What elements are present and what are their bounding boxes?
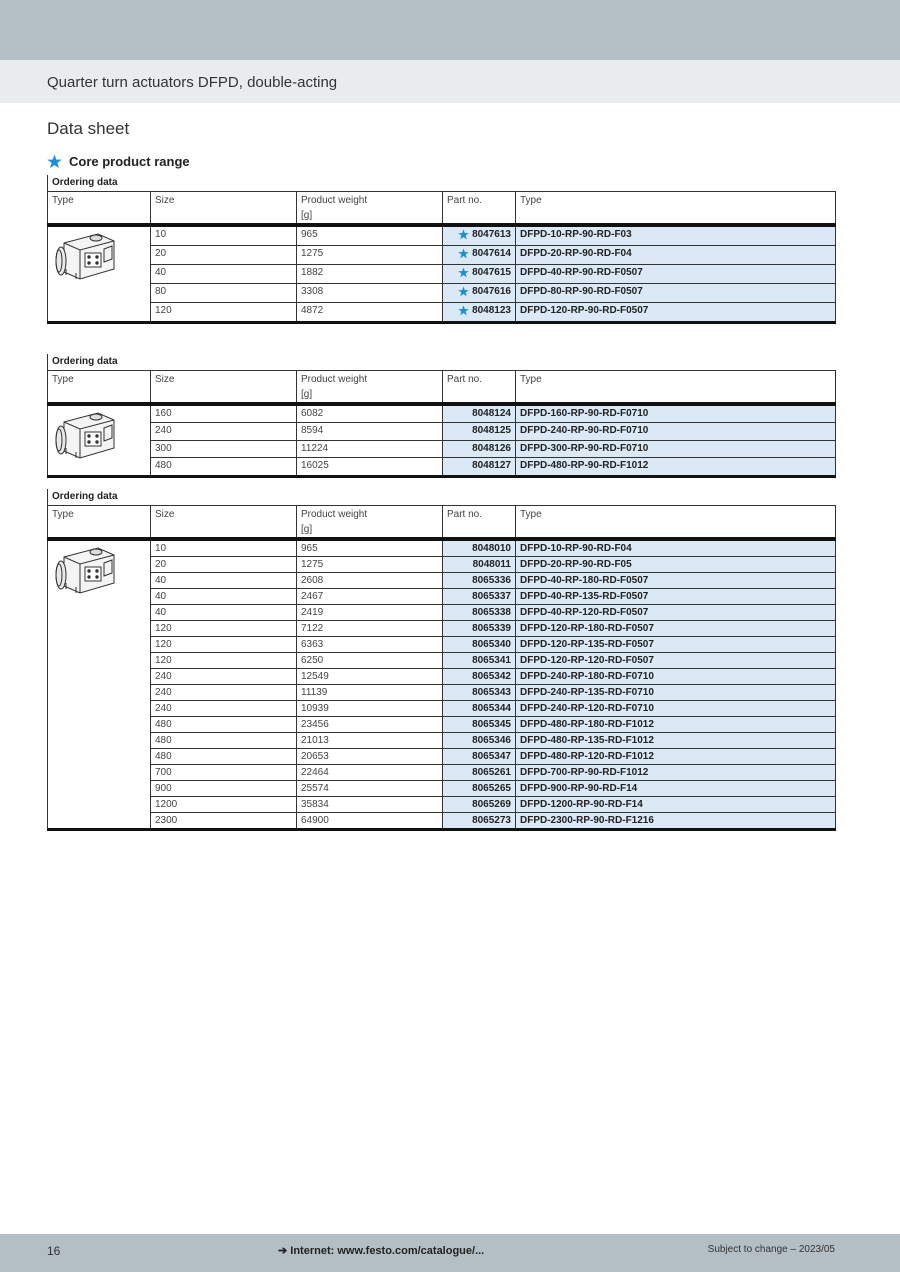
type-code-cell: DFPD-700-RP-90-RD-F1012 <box>516 764 836 780</box>
table-row <box>48 457 836 476</box>
part-number-cell <box>443 684 516 700</box>
part-number: 8065340 <box>472 638 511 650</box>
part-number-cell <box>443 796 516 812</box>
size-cell: 480 <box>151 732 297 748</box>
size-cell: 240 <box>151 700 297 716</box>
part-number: 8065273 <box>472 814 511 826</box>
weight-unit: [g] <box>301 523 313 535</box>
part-number: 8065343 <box>472 686 511 698</box>
part-number-cell <box>443 668 516 684</box>
part-number: 8047614 <box>472 247 511 259</box>
star-icon <box>458 305 469 316</box>
part-number: 8048124 <box>472 407 511 419</box>
weight-cell: 965 <box>297 225 443 246</box>
size-cell: 120 <box>151 620 297 636</box>
part-number-cell <box>443 556 516 572</box>
weight-cell: 2467 <box>297 588 443 604</box>
table-row <box>48 652 836 668</box>
weight-label: Product weight <box>301 508 368 520</box>
part-number-cell <box>443 748 516 764</box>
part-number-cell <box>443 225 516 246</box>
type-code-cell: DFPD-300-RP-90-RD-F0710 <box>516 440 836 457</box>
product-image-cell <box>48 225 151 323</box>
col-header-type: Type <box>48 370 151 404</box>
part-number-cell <box>443 732 516 748</box>
part-number: 8065269 <box>472 798 511 810</box>
ordering-table-3 <box>47 489 836 831</box>
weight-cell: 8594 <box>297 423 443 440</box>
table-row <box>48 572 836 588</box>
page-number: 16 <box>47 1244 61 1258</box>
page-header-title: Quarter turn actuators DFPD, double-acting <box>47 74 338 91</box>
type-code-cell: DFPD-480-RP-120-RD-F1012 <box>516 748 836 764</box>
weight-unit: [g] <box>301 209 313 221</box>
part-number-cell <box>443 440 516 457</box>
type-code-cell: DFPD-1200-RP-90-RD-F14 <box>516 796 836 812</box>
top-band <box>0 0 900 60</box>
type-code-cell: DFPD-240-RP-90-RD-F0710 <box>516 423 836 440</box>
part-number: 8048011 <box>472 558 511 570</box>
col-header-weight <box>297 370 443 404</box>
table-row <box>48 684 836 700</box>
ordering-table-core <box>47 175 836 324</box>
part-number: 8065342 <box>472 670 511 682</box>
weight-cell: 6082 <box>297 404 443 423</box>
weight-cell: 1275 <box>297 556 443 572</box>
part-number: 8048127 <box>472 459 511 471</box>
part-number-cell <box>443 245 516 264</box>
size-cell: 120 <box>151 652 297 668</box>
size-cell: 480 <box>151 748 297 764</box>
part-number-cell <box>443 588 516 604</box>
part-number-cell <box>443 404 516 423</box>
size-cell: 20 <box>151 556 297 572</box>
weight-unit: [g] <box>301 388 313 400</box>
part-number: 8065265 <box>472 782 511 794</box>
part-number: 8048125 <box>472 425 511 437</box>
table-row <box>48 283 836 302</box>
part-number: 8065338 <box>472 606 511 618</box>
part-number: 8048010 <box>472 542 511 554</box>
actuator-image <box>52 543 118 603</box>
core-range-label: Core product range <box>69 153 190 169</box>
table-row <box>48 604 836 620</box>
weight-cell: 10939 <box>297 700 443 716</box>
size-cell: 300 <box>151 440 297 457</box>
product-image-cell <box>48 404 151 477</box>
size-cell: 10 <box>151 225 297 246</box>
size-cell: 80 <box>151 283 297 302</box>
weight-cell: 11224 <box>297 440 443 457</box>
star-icon <box>458 229 469 240</box>
type-code-cell: DFPD-40-RP-180-RD-F0507 <box>516 572 836 588</box>
weight-cell: 22464 <box>297 764 443 780</box>
type-code-cell: DFPD-10-RP-90-RD-F03 <box>516 225 836 246</box>
size-cell: 20 <box>151 245 297 264</box>
type-code-cell: DFPD-40-RP-120-RD-F0507 <box>516 604 836 620</box>
type-code-cell: DFPD-240-RP-135-RD-F0710 <box>516 684 836 700</box>
weight-cell: 16025 <box>297 457 443 476</box>
table-row <box>48 812 836 829</box>
table-row <box>48 245 836 264</box>
table-row <box>48 404 836 423</box>
part-number: 8065261 <box>472 766 511 778</box>
col-header-size: Size <box>151 191 297 225</box>
part-number: 8047616 <box>472 285 511 297</box>
col-header-part: Part no. <box>443 370 516 404</box>
size-cell: 240 <box>151 668 297 684</box>
size-cell: 1200 <box>151 796 297 812</box>
type-code-cell: DFPD-80-RP-90-RD-F0507 <box>516 283 836 302</box>
ordering-table-2 <box>47 354 836 478</box>
table-caption: Ordering data <box>48 354 836 370</box>
table-row <box>48 556 836 572</box>
star-icon <box>458 267 469 278</box>
size-cell: 2300 <box>151 812 297 829</box>
weight-cell: 20653 <box>297 748 443 764</box>
type-code-cell: DFPD-240-RP-120-RD-F0710 <box>516 700 836 716</box>
part-number: 8065341 <box>472 654 511 666</box>
type-code-cell: DFPD-480-RP-180-RD-F1012 <box>516 716 836 732</box>
weight-cell: 21013 <box>297 732 443 748</box>
part-number-cell <box>443 652 516 668</box>
table-row <box>48 700 836 716</box>
size-cell: 480 <box>151 716 297 732</box>
part-number: 8065346 <box>472 734 511 746</box>
part-number-cell <box>443 764 516 780</box>
type-code-cell: DFPD-120-RP-90-RD-F0507 <box>516 302 836 322</box>
part-number-cell <box>443 700 516 716</box>
part-number-cell <box>443 423 516 440</box>
part-number: 8048123 <box>472 304 511 316</box>
part-number-cell <box>443 620 516 636</box>
col-header-type2: Type <box>516 191 836 225</box>
part-number-cell <box>443 457 516 476</box>
part-number-cell <box>443 780 516 796</box>
size-cell: 240 <box>151 423 297 440</box>
type-code-cell: DFPD-120-RP-135-RD-F0507 <box>516 636 836 652</box>
col-header-type2: Type <box>516 370 836 404</box>
size-cell: 160 <box>151 404 297 423</box>
table-row <box>48 764 836 780</box>
col-header-size: Size <box>151 505 297 539</box>
part-number: 8047615 <box>472 266 511 278</box>
weight-cell: 12549 <box>297 668 443 684</box>
type-code-cell: DFPD-160-RP-90-RD-F0710 <box>516 404 836 423</box>
weight-cell: 7122 <box>297 620 443 636</box>
part-number-cell <box>443 539 516 557</box>
weight-cell: 965 <box>297 539 443 557</box>
col-header-type2: Type <box>516 505 836 539</box>
part-number: 8065336 <box>472 574 511 586</box>
size-cell: 120 <box>151 636 297 652</box>
size-cell: 700 <box>151 764 297 780</box>
size-cell: 900 <box>151 780 297 796</box>
size-cell: 10 <box>151 539 297 557</box>
part-number: 8047613 <box>472 228 511 240</box>
table-row <box>48 636 836 652</box>
weight-cell: 11139 <box>297 684 443 700</box>
table-caption: Ordering data <box>48 175 836 191</box>
weight-label: Product weight <box>301 373 368 385</box>
type-code-cell: DFPD-20-RP-90-RD-F05 <box>516 556 836 572</box>
core-range-legend <box>47 151 190 171</box>
type-code-cell: DFPD-40-RP-135-RD-F0507 <box>516 588 836 604</box>
weight-cell: 2419 <box>297 604 443 620</box>
type-code-cell: DFPD-240-RP-180-RD-F0710 <box>516 668 836 684</box>
col-header-weight <box>297 191 443 225</box>
size-cell: 120 <box>151 302 297 322</box>
weight-cell: 23456 <box>297 716 443 732</box>
sheet-title: Data sheet <box>47 119 130 138</box>
weight-cell: 1275 <box>297 245 443 264</box>
part-number: 8065337 <box>472 590 511 602</box>
part-number-cell <box>443 572 516 588</box>
type-code-cell: DFPD-900-RP-90-RD-F14 <box>516 780 836 796</box>
table-row <box>48 748 836 764</box>
subject-to-change: Subject to change – 2023/05 <box>707 1244 835 1255</box>
actuator-image <box>52 408 118 468</box>
part-number-cell <box>443 283 516 302</box>
table-row <box>48 225 836 246</box>
star-icon <box>458 286 469 297</box>
part-number-cell <box>443 636 516 652</box>
table-row <box>48 302 836 322</box>
table-row <box>48 668 836 684</box>
part-number-cell <box>443 716 516 732</box>
part-number: 8048126 <box>472 442 511 454</box>
col-header-weight <box>297 505 443 539</box>
type-code-cell: DFPD-20-RP-90-RD-F04 <box>516 245 836 264</box>
part-number: 8065345 <box>472 718 511 730</box>
size-cell: 480 <box>151 457 297 476</box>
weight-cell: 6250 <box>297 652 443 668</box>
product-image-cell <box>48 539 151 830</box>
table-row <box>48 440 836 457</box>
table-row <box>48 780 836 796</box>
weight-cell: 3308 <box>297 283 443 302</box>
catalogue-link-text: Internet: www.festo.com/catalogue/... <box>290 1245 485 1257</box>
size-cell: 40 <box>151 572 297 588</box>
col-header-type: Type <box>48 191 151 225</box>
table-row <box>48 539 836 557</box>
size-cell: 40 <box>151 588 297 604</box>
type-code-cell: DFPD-10-RP-90-RD-F04 <box>516 539 836 557</box>
col-header-part: Part no. <box>443 505 516 539</box>
table-row <box>48 620 836 636</box>
table-row <box>48 423 836 440</box>
star-icon <box>47 154 62 169</box>
weight-cell: 1882 <box>297 264 443 283</box>
part-number: 8065344 <box>472 702 511 714</box>
table-row <box>48 716 836 732</box>
size-cell: 240 <box>151 684 297 700</box>
part-number-cell <box>443 302 516 322</box>
part-number-cell <box>443 264 516 283</box>
type-code-cell: DFPD-120-RP-180-RD-F0507 <box>516 620 836 636</box>
type-code-cell: DFPD-480-RP-135-RD-F1012 <box>516 732 836 748</box>
catalogue-link[interactable] <box>278 1244 484 1257</box>
weight-label: Product weight <box>301 194 368 206</box>
type-code-cell: DFPD-120-RP-120-RD-F0507 <box>516 652 836 668</box>
type-code-cell: DFPD-40-RP-90-RD-F0507 <box>516 264 836 283</box>
type-code-cell: DFPD-480-RP-90-RD-F1012 <box>516 457 836 476</box>
part-number-cell <box>443 812 516 829</box>
table-caption: Ordering data <box>48 489 836 505</box>
part-number: 8065339 <box>472 622 511 634</box>
weight-cell: 25574 <box>297 780 443 796</box>
weight-cell: 64900 <box>297 812 443 829</box>
part-number-cell <box>443 604 516 620</box>
part-number: 8065347 <box>472 750 511 762</box>
star-icon <box>458 248 469 259</box>
col-header-part: Part no. <box>443 191 516 225</box>
size-cell: 40 <box>151 264 297 283</box>
actuator-image <box>52 229 118 289</box>
col-header-size: Size <box>151 370 297 404</box>
weight-cell: 2608 <box>297 572 443 588</box>
col-header-type: Type <box>48 505 151 539</box>
table-row <box>48 264 836 283</box>
type-code-cell: DFPD-2300-RP-90-RD-F1216 <box>516 812 836 829</box>
size-cell: 40 <box>151 604 297 620</box>
table-row <box>48 732 836 748</box>
arrow-right-icon: ➔ <box>278 1245 288 1257</box>
weight-cell: 35834 <box>297 796 443 812</box>
weight-cell: 4872 <box>297 302 443 322</box>
weight-cell: 6363 <box>297 636 443 652</box>
table-row <box>48 588 836 604</box>
table-row <box>48 796 836 812</box>
